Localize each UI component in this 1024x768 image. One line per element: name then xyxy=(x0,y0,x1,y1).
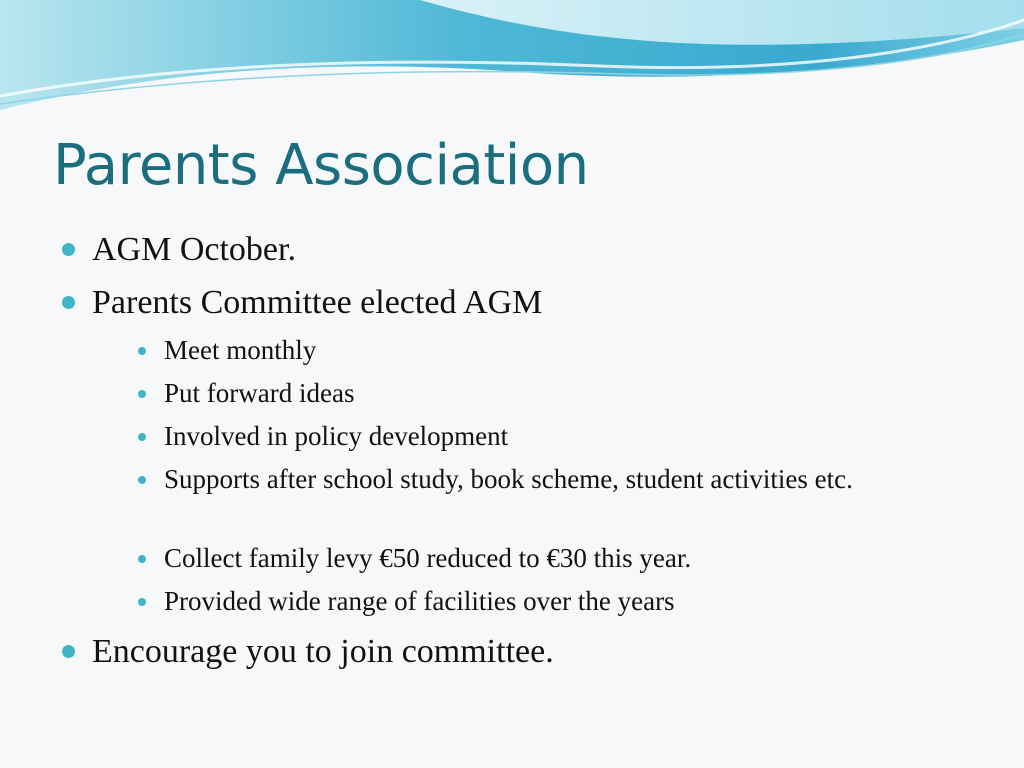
bullet-text: Meet monthly xyxy=(164,335,317,365)
bullet-dot-icon xyxy=(62,296,75,309)
bullet-dot-icon xyxy=(138,555,146,563)
bullet-text: Encourage you to join committee. xyxy=(92,633,554,670)
bullet-parents-committee xyxy=(62,283,542,323)
bullet-dot-icon xyxy=(62,645,75,658)
sub-bullet-facilities xyxy=(138,583,958,620)
sub-bullet-meet-monthly xyxy=(138,332,958,369)
bullet-dot-icon xyxy=(138,476,146,484)
bullet-encourage-join xyxy=(62,632,554,672)
bullet-dot-icon xyxy=(138,598,146,606)
bullet-dot-icon xyxy=(138,390,146,398)
bullet-dot-icon xyxy=(138,433,146,441)
bullet-agm-october xyxy=(62,230,296,270)
bullet-dot-icon xyxy=(138,347,146,355)
sub-bullet-policy-development xyxy=(138,418,958,455)
sub-bullet-family-levy xyxy=(138,540,958,577)
bullet-text: AGM October. xyxy=(92,231,296,268)
bullet-text: Put forward ideas xyxy=(164,378,355,408)
sub-bullet-put-forward-ideas xyxy=(138,375,958,412)
bullet-text: Parents Committee elected AGM xyxy=(92,284,543,321)
bullet-dot-icon xyxy=(62,243,75,256)
bullet-text: Supports after school study, book scheme, student activities etc. xyxy=(164,464,853,494)
sub-bullet-supports xyxy=(138,461,958,498)
bullet-text: Provided wide range of facilities over the years xyxy=(164,586,675,616)
bullet-text: Involved in policy development xyxy=(164,421,509,451)
bullet-text: Collect family levy €50 reduced to €30 this year. xyxy=(164,543,692,573)
header-wave-decoration xyxy=(0,0,1024,130)
slide-title: Parents Association xyxy=(53,133,589,198)
